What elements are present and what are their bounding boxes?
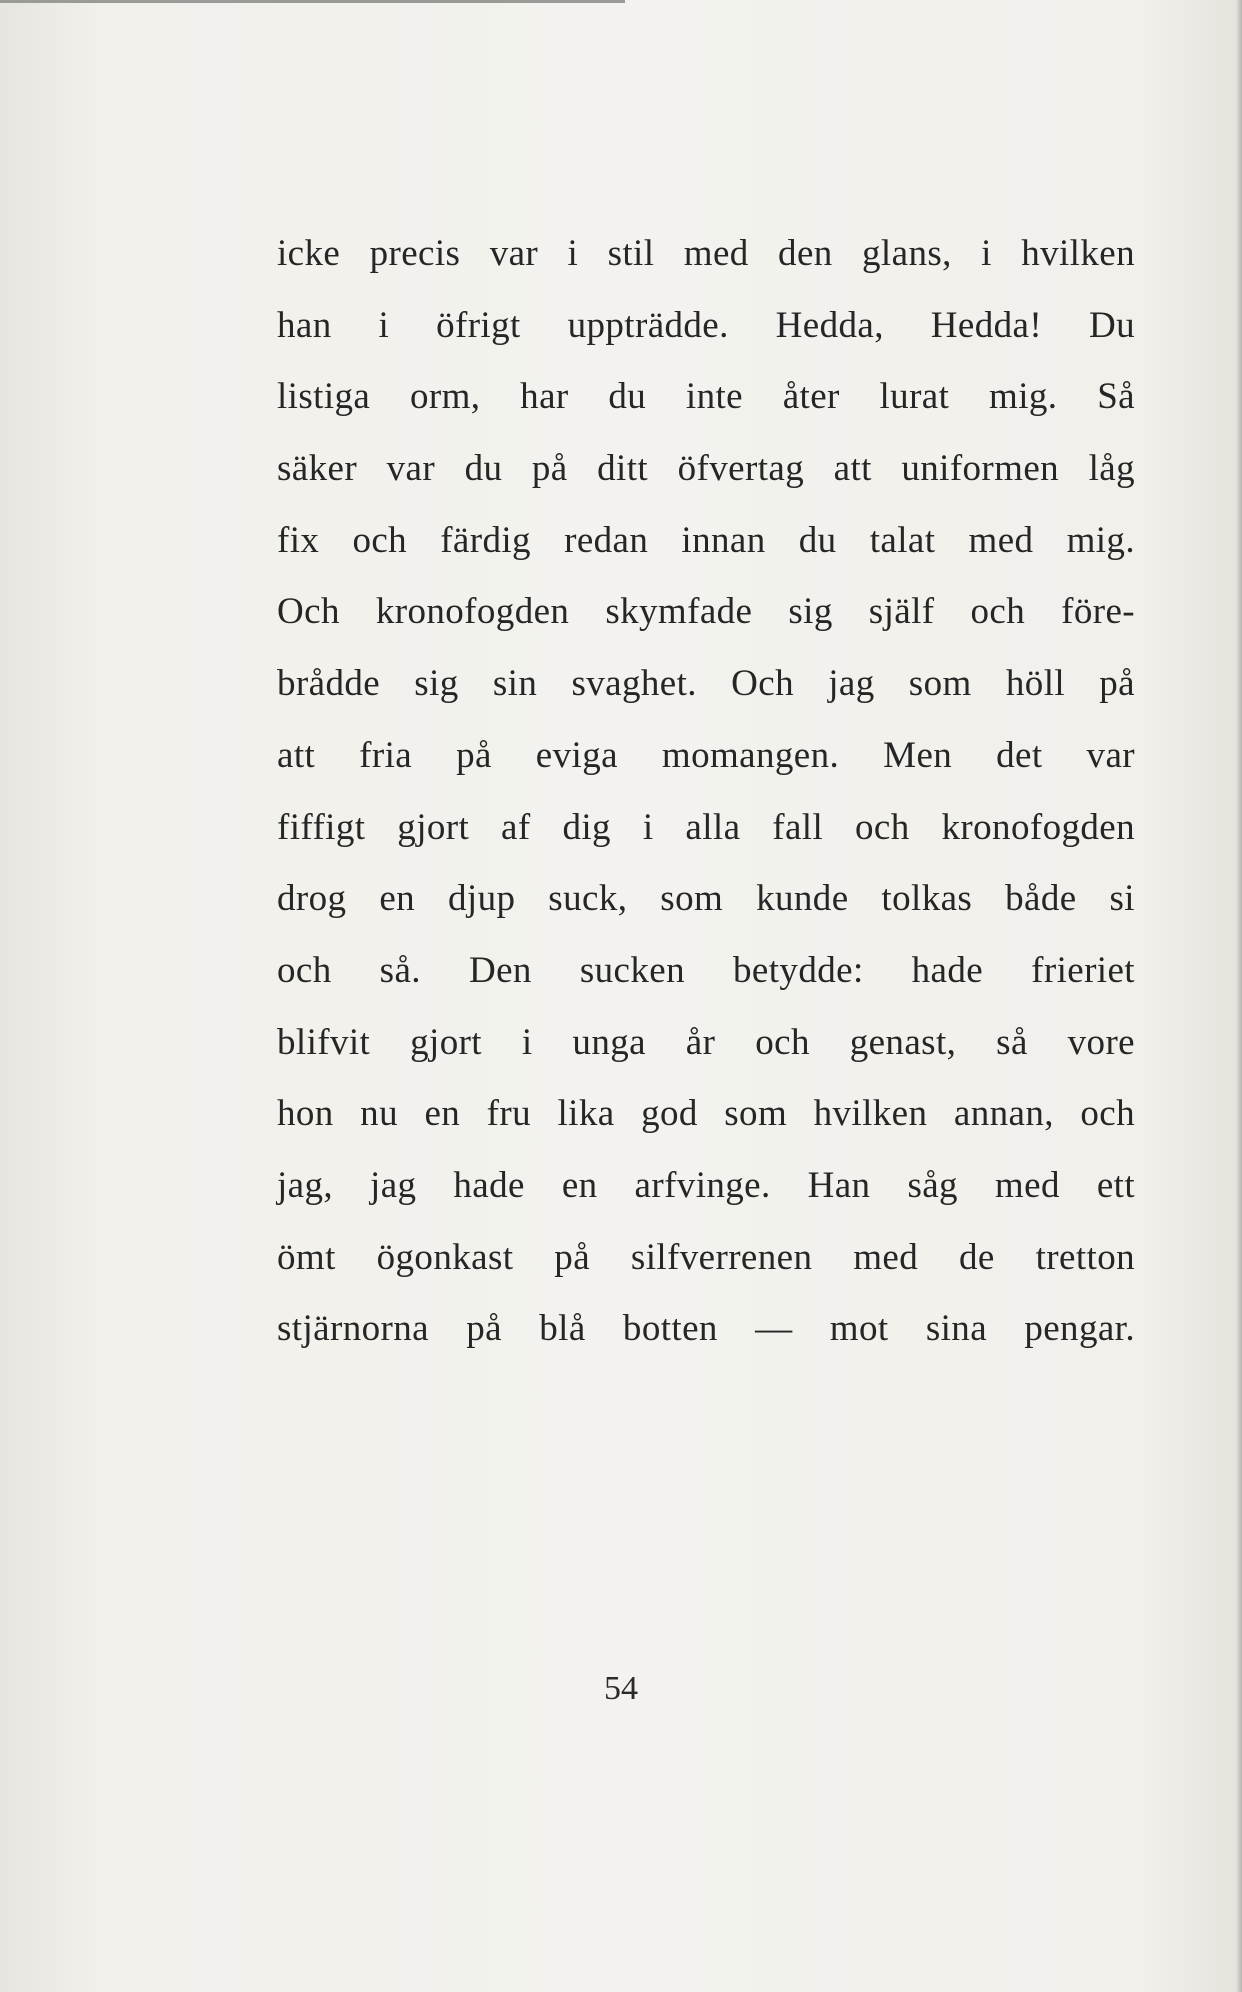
text-line: säker var du på ditt öfvertag att uniformen låg <box>277 448 1135 490</box>
text-line: brådde sig sin svaghet. Och jag som höll på <box>277 663 1135 705</box>
text-line: stjärnorna på blå botten — mot sina pengar. <box>277 1308 1135 1350</box>
top-edge-rule <box>0 0 625 3</box>
text-line: och så. Den sucken betydde: hade frieriet <box>277 949 1135 991</box>
text-line: fix och färdig redan innan du talat med mig. <box>277 519 1135 561</box>
body-text <box>277 218 1135 1365</box>
text-line: jag, jag hade en arfvinge. Han såg med ett <box>277 1164 1135 1206</box>
text-line: fiffigt gjort af dig i alla fall och kronofogden <box>277 806 1135 848</box>
text-line: ömt ögonkast på silfverrenen med de tretton <box>277 1236 1135 1278</box>
text-line: Och kronofogden skymfade sig själf och före- <box>277 591 1135 633</box>
text-line: hon nu en fru lika god som hvilken annan, och <box>277 1093 1135 1135</box>
text-line: icke precis var i stil med den glans, i hvilken <box>277 233 1135 274</box>
text-line: han i öfrigt uppträdde. Hedda, Hedda! Du <box>277 304 1135 346</box>
text-line: blifvit gjort i unga år och genast, så vore <box>277 1021 1135 1063</box>
text-line: listiga orm, har du inte åter lurat mig. Så <box>277 376 1135 418</box>
text-line: drog en djup suck, som kunde tolkas både si <box>277 878 1135 920</box>
page-number: 54 <box>604 1670 638 1707</box>
text-line: att fria på eviga momangen. Men det var <box>277 734 1135 776</box>
